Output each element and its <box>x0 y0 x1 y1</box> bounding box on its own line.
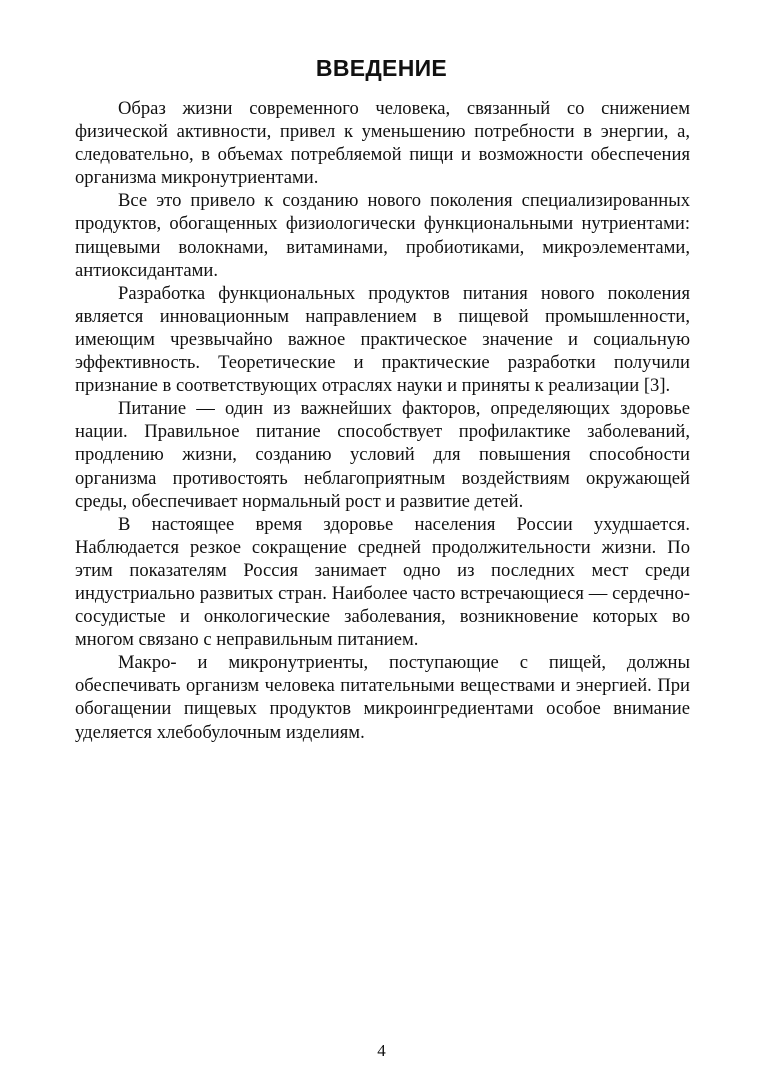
paragraph: Разработка функциональных продуктов питания нового поколения является инновационным направлением в пищевой промышленности, имеющим чрезвычайно важное практическое значение и социальную эффективность. Теоретические и практические разработки получили признание в соответствующих отраслях науки и приняты к реализации [3]. <box>75 282 690 397</box>
paragraph: Все это привело к созданию нового поколения специализированных продуктов, обогащенных физиологически функциональными нутриентами: пищевыми волокнами, витаминами, пробиотиками, микроэлементами, антиоксидантами. <box>75 190 690 281</box>
body-text <box>75 97 690 744</box>
paragraph: Макро- и микронутриенты, поступающие с пищей, должны обеспечивать организм человека питательными веществами и энергией. При обогащении пищевых продуктов микроингредиентами особое внимание уделяется хлебобулочным изделиям. <box>75 652 690 743</box>
paragraph: Питание — один из важнейших факторов, определяющих здоровье нации. Правильное питание способствует профилактике заболеваний, продлению жизни, созданию условий для повышения способности организма противостоять неблагоприятным воздействиям окружающей среды, обеспечивает нормальный рост и развитие детей. <box>75 398 690 512</box>
page-title: ВВЕДЕНИЕ <box>315 55 448 81</box>
paragraph: Образ жизни современного человека, связанный со снижением физической активности, привел к уменьшению потребности в энергии, а, следовательно, в объемах потребляемой пищи и возможности обеспечения организма микронутриентами. <box>75 98 690 189</box>
page-number: 4 <box>377 1041 386 1060</box>
paragraph: В настоящее время здоровье населения России ухудшается. Наблюдается резкое сокращение средней продолжительности жизни. По этим показателям Россия занимает одно из последних мест среди индустриально развитых стран. Наиболее часто встречающиеся — сердечно-сосудистые и онкологические заболевания, возникновение которых во многом связано с неправильным питанием. <box>75 513 690 651</box>
